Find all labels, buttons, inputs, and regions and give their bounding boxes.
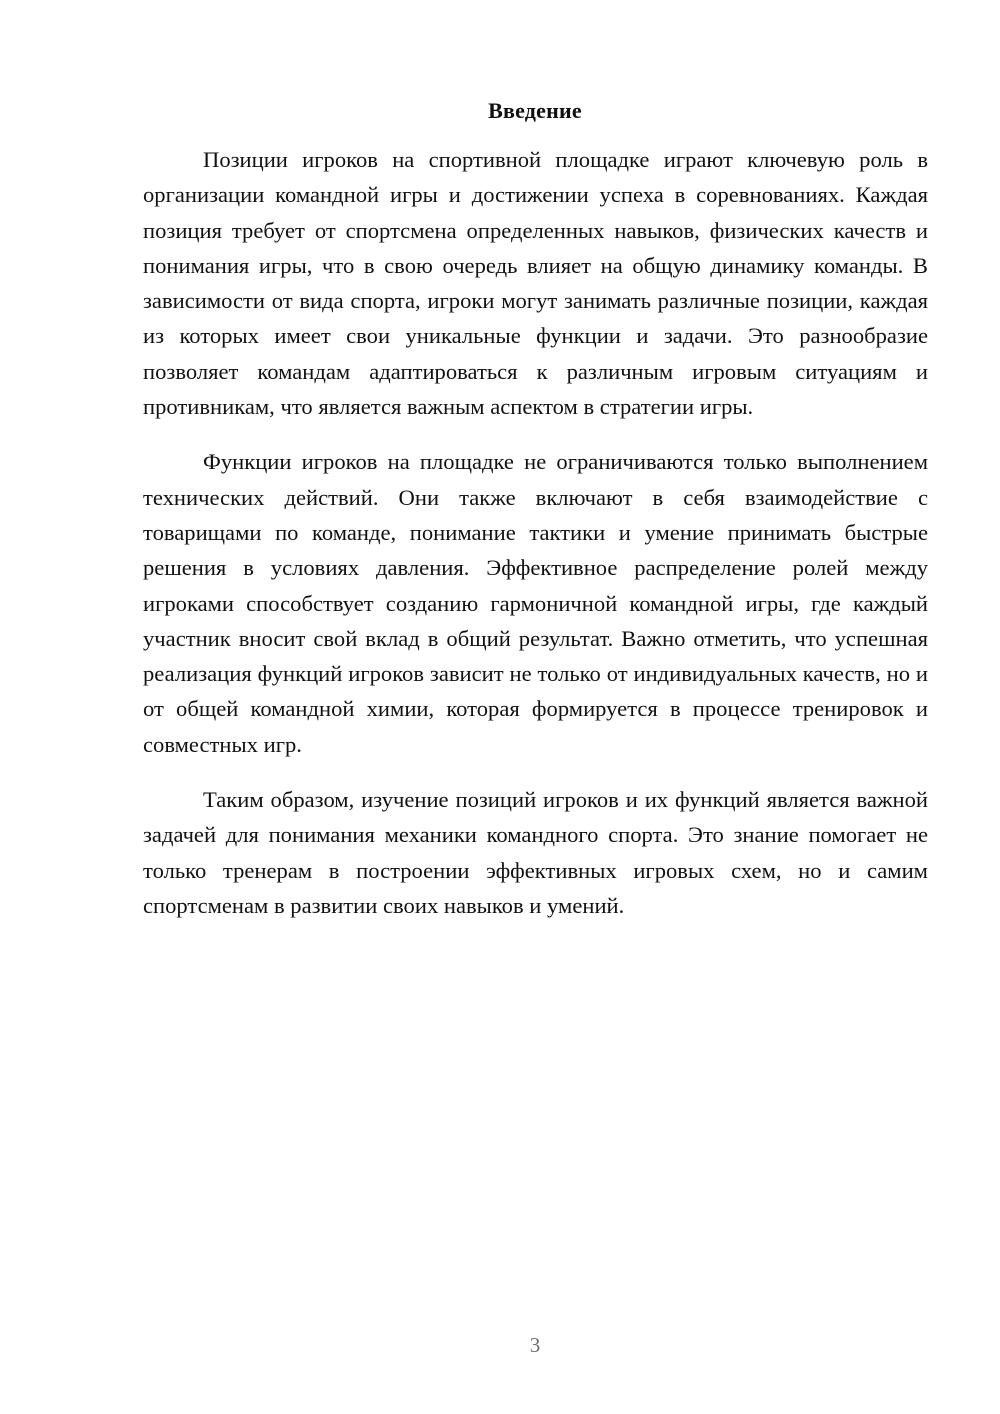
paragraph-3: Таким образом, изучение позиций игроков и их функций является важной задачей для понимания механики командного спорта. Это знание помогает не только тренерам в построении эффективных игровых схем, но и самим спортсменам в развитии своих навыков и умений.: [143, 787, 928, 918]
section-title: Введение: [488, 98, 582, 123]
paragraph-1: Позиции игроков на спортивной площадке играют ключевую роль в организации командной игры и достижении успеха в соревнованиях. Каждая позиция требует от спортсмена определенных навыков, физических качеств и понимания игры, что в свою очередь влияет на общую динамику команды. В зависимости от вида спорта, игроки могут занимать различные позиции, каждая из которых имеет свои уникальные функции и задачи. Это разнообразие позволяет командам адаптироваться к различным игровым ситуациям и противникам, что является важным аспектом в стратегии игры.: [143, 147, 928, 420]
paragraph-2: Функции игроков на площадке не ограничиваются только выполнением технических действий. Они также включают в себя взаимодействие с товарищами по команде, понимание тактики и умение принимать быстрые решения в условиях давления. Эффективное распределение ролей между игроками способствует созданию гармоничной командной игры, где каждый участник вносит свой вклад в общий результат. Важно отметить, что успешная реализация функций игроков зависит не только от индивидуальных качеств, но и от общей командной химии, которая формируется в процессе тренировок и совместных игр.: [143, 449, 928, 757]
page-number: 3: [529, 1333, 541, 1357]
body-text: [143, 142, 928, 943]
